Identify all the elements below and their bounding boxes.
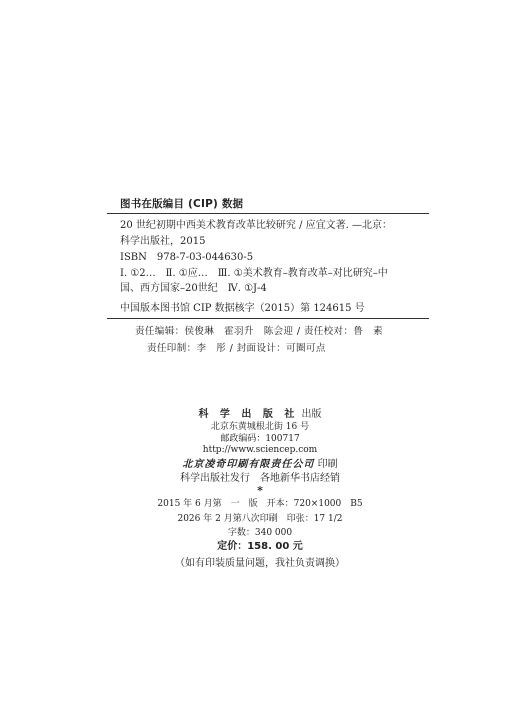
publisher-name: [0, 408, 520, 421]
publisher-name-bold: 科 学 出 版 社: [198, 409, 299, 420]
cip-line-title: 20 世纪初期中西美术教育改革比较研究 / 应宜文著. —北京：: [120, 220, 392, 231]
separator-star: *: [257, 484, 263, 497]
printer-name-suffix: 印刷: [314, 459, 338, 470]
quality-notice: （如有印装质量问题，我社负责调换）: [175, 558, 345, 569]
printer-name-bold: 北京凌奇印刷有限责任公司: [182, 459, 315, 470]
distribution: 科学出版社发行 各地新华书店经销: [180, 473, 340, 484]
cip-line-record-number: 中国版本图书馆 CIP 数据核字（2015）第 124615 号: [120, 303, 365, 314]
cip-bottom-rule: [107, 318, 429, 319]
cip-line-isbn: ISBN 978-7-03-044630-5: [120, 252, 254, 263]
cip-line-subjects-2: 国、西方国家–20世纪 Ⅳ. ①J-4: [120, 283, 267, 294]
publisher-name-suffix: 出版: [298, 409, 322, 420]
printing-info: 2026 年 2 月第八次印刷 印张：17 1/2: [177, 514, 343, 524]
price: 定价：158. 00 元: [217, 541, 303, 552]
publisher-address: 北京东黄城根北街 16 号: [210, 422, 310, 432]
cip-block: [120, 197, 420, 211]
word-count: 字数：340 000: [227, 528, 293, 538]
staff-editors: 责任编辑：侯俊琳 霍羽升 陈会迎 / 责任校对：鲁 素: [135, 326, 384, 337]
staff-production: 责任印制：李 彤 / 封面设计：可圈可点: [147, 343, 326, 354]
printer-name: [0, 458, 520, 471]
publisher-website: http://www.sciencep.com: [202, 445, 318, 455]
edition-info: 2015 年 6 月第 一 版 开本：720×1000 B5: [157, 499, 363, 509]
cip-line-publisher: 科学出版社，2015: [120, 236, 206, 247]
cip-line-subjects-1: Ⅰ. ①2… Ⅱ. ①应… Ⅲ. ①美术教育–教育改革–对比研究–中: [120, 268, 388, 279]
cip-title: 图书在版编目 (CIP) 数据: [120, 198, 244, 210]
publisher-postcode: 邮政编码：100717: [220, 434, 300, 444]
cip-top-rule: [107, 213, 429, 214]
